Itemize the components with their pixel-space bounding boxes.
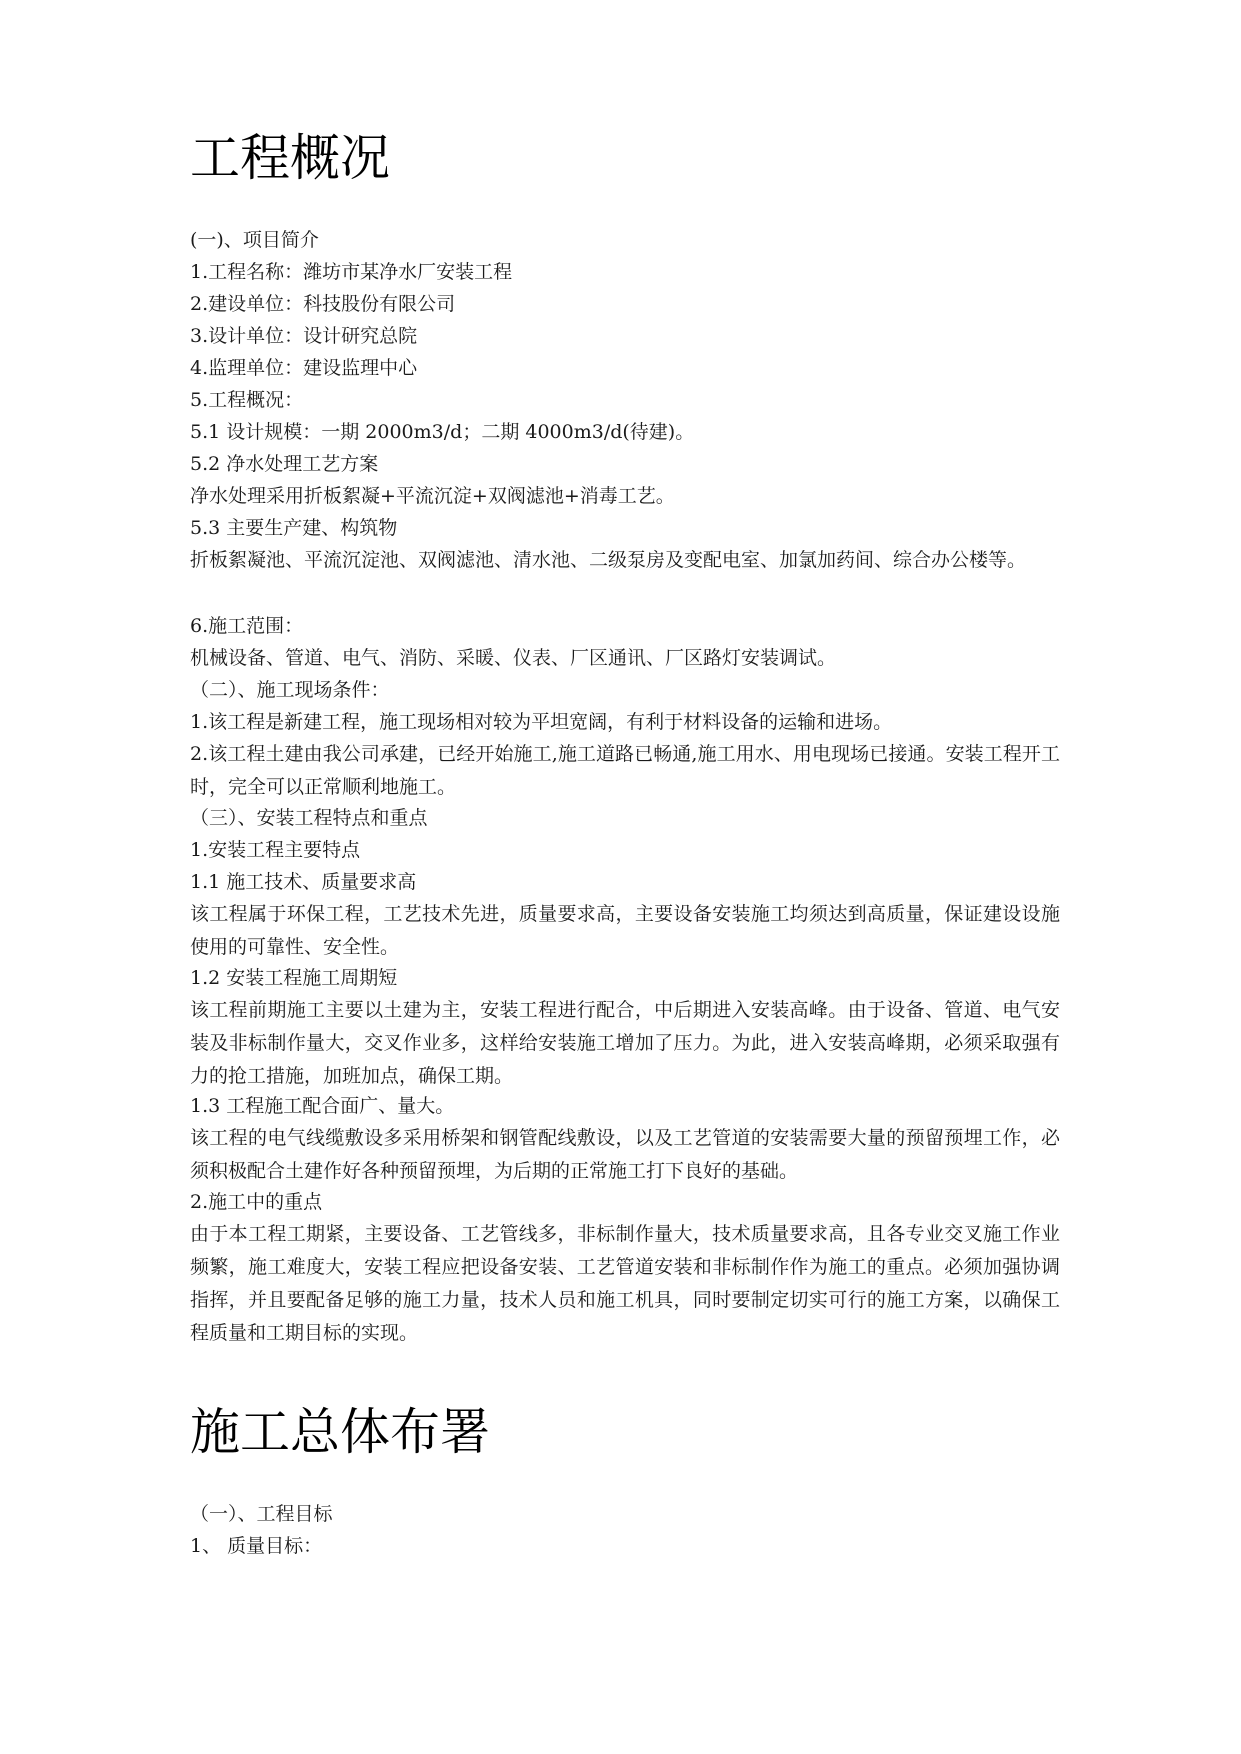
text-line: 5.工程概况： <box>190 389 304 411</box>
text-line: 3.设计单位：设计研究总院 <box>190 325 418 347</box>
text-line: 机械设备、管道、电气、消防、采暖、仪表、厂区通讯、厂区路灯安装调试。 <box>190 647 837 669</box>
text-line: 1.2 安装工程施工周期短 <box>190 967 398 989</box>
section-title-overview: 工程概况 <box>190 129 390 187</box>
text-paragraph: 由于本工程工期紧，主要设备、工艺管线多，非标制作量大，技术质量要求高，且各专业交叉施工作业频繁，施工难度大，安装工程应把设备安装、工艺管道安装和非标制作作为施工的重点。必须加强协调指挥，并且要配备足够的施工力量，技术人员和施工机具，同时要制定切实可行的施工方案，以确保工程质量和工期目标的实现。 <box>190 1223 1060 1344</box>
text-paragraph: 该工程的电气线缆敷设多采用桥架和钢管配线敷设，以及工艺管道的安装需要大量的预留预埋工作，必须积极配合土建作好各种预留预埋，为后期的正常施工打下良好的基础。 <box>190 1127 1060 1182</box>
text-line: 4.监理单位：建设监理中心 <box>190 357 418 379</box>
text-line: 1.3 工程施工配合面广、量大。 <box>190 1095 455 1117</box>
subheading-project-intro: (一)、项目简介 <box>190 229 319 251</box>
text-line: 5.2 净水处理工艺方案 <box>190 453 379 475</box>
subheading-site-conditions: （二）、施工现场条件： <box>190 679 390 701</box>
text-paragraph: 该工程属于环保工程，工艺技术先进，质量要求高，主要设备安装施工均须达到高质量，保证建设设施使用的可靠性、安全性。 <box>190 903 1060 958</box>
text-line: 1、 质量目标： <box>190 1535 323 1557</box>
text-line: 2.施工中的重点 <box>190 1191 323 1213</box>
text-paragraph: 2.该工程土建由我公司承建，已经开始施工,施工道路已畅通,施工用水、用电现场已接通。安装工程开工时，完全可以正常顺利地施工。 <box>190 743 1060 798</box>
subheading-features: （三）、安装工程特点和重点 <box>190 807 428 829</box>
text-paragraph: 该工程前期施工主要以土建为主，安装工程进行配合，中后期进入安装高峰。由于设备、管道、电气安装及非标制作量大，交叉作业多，这样给安装施工增加了压力。为此，进入安装高峰期，必须采取强有力的抢工措施，加班加点，确保工期。 <box>190 999 1060 1087</box>
text-line: 1.该工程是新建工程，施工现场相对较为平坦宽阔，有利于材料设备的运输和进场。 <box>190 711 893 733</box>
section-title-layout: 施工总体布署 <box>190 1403 490 1461</box>
text-line: 5.3 主要生产建、构筑物 <box>190 517 398 539</box>
text-line: 6.施工范围： <box>190 615 304 637</box>
text-line: 1.工程名称：潍坊市某净水厂安装工程 <box>190 261 513 283</box>
text-line: 1.1 施工技术、质量要求高 <box>190 871 417 893</box>
subheading-project-goals: （一）、工程目标 <box>190 1503 333 1525</box>
text-line: 2.建设单位：科技股份有限公司 <box>190 293 456 315</box>
text-line: 5.1 设计规模：一期 2000m3/d；二期 4000m3/d(待建)。 <box>190 421 695 443</box>
text-paragraph: 折板絮凝池、平流沉淀池、双阀滤池、清水池、二级泵房及变配电室、加氯加药间、综合办公楼等。 <box>190 549 1027 571</box>
text-line: 1.安装工程主要特点 <box>190 839 361 861</box>
text-line: 净水处理采用折板絮凝+平流沉淀+双阀滤池+消毒工艺。 <box>190 485 675 507</box>
